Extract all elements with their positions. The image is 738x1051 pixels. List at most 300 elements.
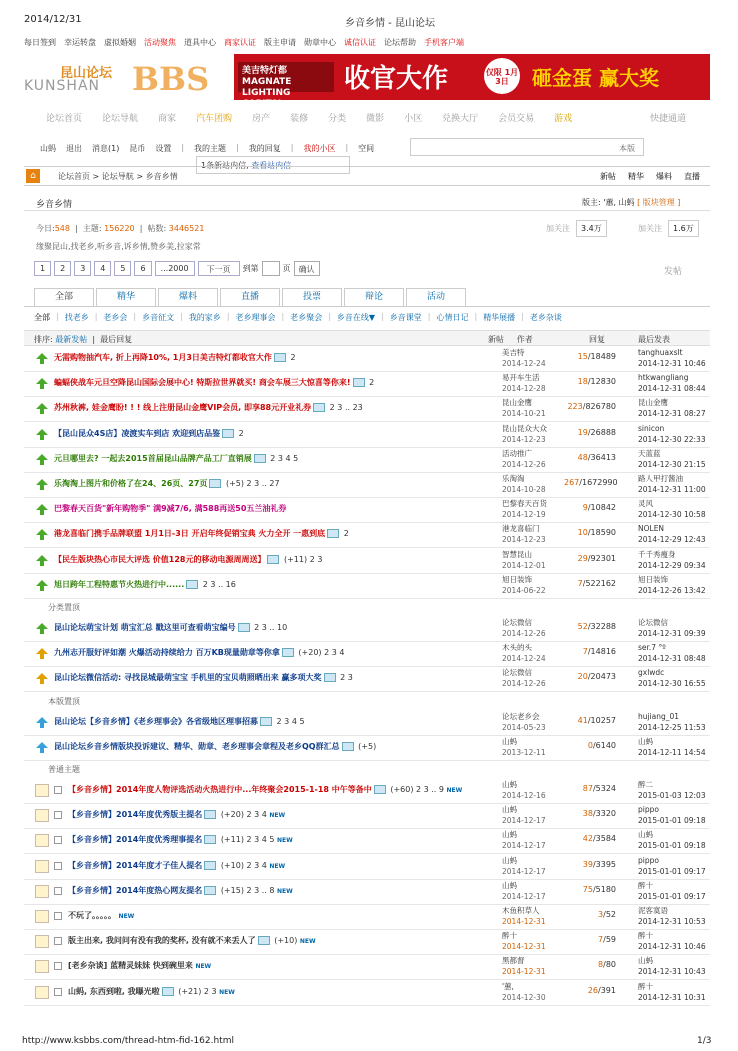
thread-row[interactable] xyxy=(24,803,710,829)
category-filter-item[interactable]: 老乡杂谈 xyxy=(529,313,562,322)
thread-pages[interactable]: (+5) xyxy=(358,741,377,751)
thread-title[interactable] xyxy=(68,935,316,946)
thread-author xyxy=(502,549,546,571)
replies: 9 xyxy=(582,503,588,513)
post-date: 2014-12-31 xyxy=(502,967,546,977)
replies: 20 xyxy=(577,672,588,682)
category-filter-item[interactable]: 乡音征文 xyxy=(142,313,175,322)
last-poster[interactable]: 千千秀瘦身 xyxy=(638,549,676,559)
author-name[interactable]: 论坛微信 xyxy=(502,668,532,678)
thread-pages[interactable]: 2 3 xyxy=(340,673,353,683)
topic-folder-icon xyxy=(35,809,49,822)
divider: | xyxy=(281,312,285,321)
thread-row[interactable] xyxy=(24,616,710,642)
sort-newest[interactable]: 最新发帖 xyxy=(55,335,88,344)
author-name[interactable]: 木头的头 xyxy=(502,643,532,653)
thread-title[interactable] xyxy=(68,834,293,845)
category-filter-item[interactable]: 乡音在线▼ xyxy=(336,313,376,322)
main-nav-item[interactable]: 小区 xyxy=(404,114,423,124)
replies: 75 xyxy=(582,884,593,894)
tab-new[interactable]: 新帖 xyxy=(600,171,616,181)
thread-title[interactable] xyxy=(68,784,462,795)
logo[interactable] xyxy=(24,60,224,100)
last-post-time: 2014-12-31 10:53 xyxy=(638,917,706,926)
thread-title-text[interactable]: 【民生版块热心市民大评选 价值128元的移动电源周周送】 xyxy=(54,554,266,564)
thread-row[interactable] xyxy=(24,828,710,854)
coin-link[interactable]: 昆币 xyxy=(129,144,146,153)
messages-link[interactable]: 消息(1) xyxy=(92,144,120,153)
top-nav-item[interactable]: 道具中心 xyxy=(184,38,216,47)
top-nav-item[interactable]: 版主申请 xyxy=(264,38,296,47)
last-poster[interactable]: 山蚂 xyxy=(638,736,653,746)
main-nav-item[interactable]: 汽车团购 xyxy=(196,114,233,124)
last-poster[interactable]: 泥客寞语 xyxy=(638,906,668,915)
thread-row[interactable] xyxy=(24,497,710,523)
thread-title-text[interactable]: 【乡音乡情】2014年度人物评选活动火热进行中...年终聚会2015-1-18 中午等备中 xyxy=(68,785,372,794)
thread-title-text[interactable]: 【昆山昆众4S店】凌渡实车到店 欢迎到店品鉴 xyxy=(54,428,221,438)
thread-title-text[interactable]: 昆山论坛萌宝计划 萌宝汇总 戳这里可查看萌宝编号 xyxy=(54,623,236,632)
thread-title[interactable] xyxy=(68,960,211,971)
last-post xyxy=(638,574,706,596)
my-replies-link[interactable]: 我的回复 xyxy=(248,144,281,153)
thread-row[interactable] xyxy=(24,396,710,422)
column-new: 新帖 xyxy=(488,335,504,344)
last-poster[interactable]: sinicon xyxy=(638,423,665,433)
author-name[interactable]: 醉十 xyxy=(502,931,517,941)
thread-author xyxy=(502,711,546,733)
tab-live[interactable]: 直播 xyxy=(684,171,700,181)
thread-author xyxy=(502,397,546,419)
thread-title[interactable] xyxy=(54,402,363,413)
reply-count: 52/32288 xyxy=(577,622,616,631)
thread-pages[interactable]: (+15) 2 3 .. 8 xyxy=(220,885,275,895)
thread-pages[interactable]: (+20) 2 3 4 xyxy=(298,648,345,658)
views: 36413 xyxy=(590,452,616,462)
top-nav-item[interactable]: 勋章中心 xyxy=(304,38,336,47)
last-poster[interactable]: 昆山金鹰 xyxy=(638,398,668,408)
tab-all[interactable]: 全部 xyxy=(34,288,94,306)
thread-pages[interactable]: (+10) xyxy=(274,936,298,946)
home-icon[interactable]: ⌂ xyxy=(26,169,40,183)
new-badge: NEW xyxy=(299,938,316,946)
thread-title-text[interactable]: 乐淘淘上图片和价格了在24、26页、27页 xyxy=(54,479,208,488)
thread-author xyxy=(502,642,546,664)
last-poster[interactable]: hujiang_01 xyxy=(638,711,680,721)
thread-title-text[interactable]: 【乡音乡情】2014年度优秀理事提名 xyxy=(68,835,203,845)
section-header: 本版置顶 xyxy=(48,696,80,706)
author-name[interactable]: 巴黎春天百货 xyxy=(502,499,547,509)
thread-pages[interactable]: (+21) 2 3 xyxy=(178,986,217,996)
reply-count: 267/1672990 xyxy=(564,478,618,487)
thread-title-text[interactable]: 昆山论坛微信活动: 寻找昆城最萌宝宝 手机里的宝贝萌照晒出来 赢多项大奖 xyxy=(54,673,322,683)
image-attachment-icon xyxy=(204,810,216,819)
page-link[interactable]: 3 xyxy=(74,261,91,276)
last-post xyxy=(638,397,706,419)
thread-checkbox[interactable] xyxy=(54,811,62,819)
thread-checkbox[interactable] xyxy=(54,962,62,970)
thread-title-text[interactable]: 昆山论坛乡音乡情版块投诉建议、精华、勋章、老乡理事会章程及老乡QQ群汇总 xyxy=(54,741,340,751)
tab-reveal[interactable]: 爆料 xyxy=(656,171,672,181)
tab-reveal[interactable]: 爆料 xyxy=(158,288,218,306)
last-post-time: 2014-12-31 10:46 xyxy=(638,359,706,368)
ad-banner[interactable] xyxy=(234,54,710,109)
author-name[interactable]: 山蚂 xyxy=(502,855,517,865)
thread-checkbox[interactable] xyxy=(54,786,62,794)
thread-title[interactable] xyxy=(54,478,280,489)
thread-title-text[interactable]: 版主出来, 我问问有没有我的奖杯, 没有就不来丢人了 xyxy=(68,936,256,946)
section-header: 分类置顶 xyxy=(48,603,80,612)
last-poster[interactable]: htkwangliang xyxy=(638,373,689,383)
goto-confirm-button[interactable]: 确认 xyxy=(294,261,320,276)
last-poster[interactable]: NOLEN xyxy=(638,524,665,534)
thread-pages[interactable]: (+11) 2 3 4 5 xyxy=(220,835,275,845)
thread-pages[interactable]: 2 3 .. 10 xyxy=(254,623,288,632)
reply-count: 39/3395 xyxy=(582,859,616,869)
thread-title[interactable] xyxy=(54,716,305,727)
last-post-time: 2014-12-31 10:31 xyxy=(638,992,706,1002)
last-poster[interactable]: 旭日装饰 xyxy=(638,574,668,584)
user-bar xyxy=(40,143,374,154)
author-name[interactable]: 港龙喜临门 xyxy=(502,524,540,534)
thread-pages[interactable]: 2 3 4 5 xyxy=(276,716,305,726)
thread-title-text[interactable]: 巴黎春天百货"新年购物季" 满9减7/6, 满588再送50五兰油礼券 xyxy=(54,504,287,514)
main-nav-item[interactable]: 微影 xyxy=(366,114,385,124)
thread-pages[interactable]: 2 xyxy=(238,428,244,438)
main-nav-item[interactable]: 兑换大厅 xyxy=(442,114,479,124)
tab-debate[interactable]: 辩论 xyxy=(344,288,404,306)
thread-title[interactable] xyxy=(54,428,244,439)
thread-row[interactable] xyxy=(24,371,710,397)
post-date: 2014-12-19 xyxy=(502,510,546,520)
tab-digest[interactable]: 精华 xyxy=(628,171,644,181)
author-name[interactable]: 山蚂 xyxy=(502,736,517,746)
logo-cn: 昆山论坛 xyxy=(60,66,113,81)
thread-title[interactable] xyxy=(54,453,298,464)
replies: 19 xyxy=(577,427,588,437)
views: 10257 xyxy=(590,715,616,725)
last-poster[interactable]: pippo xyxy=(638,805,659,815)
category-filter-item[interactable]: 老乡聚会 xyxy=(290,313,323,322)
category-filter-item[interactable]: 老乡理事会 xyxy=(235,313,276,322)
image-attachment-icon xyxy=(258,936,270,945)
logout-link[interactable]: 退出 xyxy=(66,144,82,153)
category-filter-item[interactable]: 精华展播 xyxy=(483,313,516,322)
divider: | xyxy=(180,312,183,321)
thread-title[interactable] xyxy=(54,352,296,363)
last-poster[interactable]: 醉十 xyxy=(638,880,653,890)
last-poster[interactable]: 论坛微信 xyxy=(638,618,668,627)
page-number-input[interactable] xyxy=(262,261,280,276)
thread-pages[interactable]: (+20) 2 3 4 xyxy=(220,810,267,820)
category-filter-item[interactable]: 全部 xyxy=(34,313,50,322)
thread-row[interactable] xyxy=(24,904,710,930)
thread-title-text[interactable]: 【乡音乡情】2014年度热心网友提名 xyxy=(68,885,203,895)
posts-count: 3446521 xyxy=(168,224,205,233)
thread-pages[interactable]: 2 xyxy=(343,529,349,539)
thread-title[interactable] xyxy=(68,986,235,997)
thread-row[interactable] xyxy=(24,666,710,692)
search-input[interactable] xyxy=(410,138,644,156)
last-post xyxy=(638,448,706,470)
thread-pages[interactable]: 2 3 4 5 xyxy=(270,453,299,463)
thread-title-text[interactable]: 【乡音乡情】2014年度才子佳人提名 xyxy=(68,860,203,870)
last-post-time: 2014-12-31 08:48 xyxy=(638,654,706,664)
author-name[interactable]: 山蚂 xyxy=(502,780,517,789)
follow-count: 3.4万 xyxy=(576,220,607,237)
thread-checkbox[interactable] xyxy=(54,912,62,920)
thread-author xyxy=(502,523,546,545)
thread-row[interactable] xyxy=(24,854,710,880)
thread-row[interactable] xyxy=(24,735,710,761)
top-nav-item[interactable]: 手机客户端 xyxy=(424,38,464,47)
tab-activity[interactable]: 活动 xyxy=(406,288,466,306)
page-link[interactable]: 5 xyxy=(114,261,131,276)
post-date: 2014-05-23 xyxy=(502,722,546,732)
thread-pages[interactable]: (+5) 2 3 .. 27 xyxy=(225,479,280,488)
thread-title-text[interactable]: 昆山论坛【乡音乡情】《老乡理事会》各省级地区理事招募 xyxy=(54,716,258,726)
new-badge: NEW xyxy=(446,787,463,794)
top-nav-item[interactable]: 诚信认证 xyxy=(344,38,376,47)
last-post-time: 2015-01-03 12:03 xyxy=(638,791,706,800)
author-name[interactable]: 昆山昆众大众 xyxy=(502,423,547,433)
my-community-link[interactable]: 我的小区 xyxy=(303,144,336,153)
last-poster[interactable]: 天蓝蓝 xyxy=(638,448,661,458)
thread-title-text[interactable]: 元旦哪里去? 一起去2015首届昆山品牌产品工厂直销展 xyxy=(54,453,252,463)
last-post xyxy=(638,498,706,520)
thread-title[interactable] xyxy=(54,672,353,683)
category-filter-item[interactable]: 心情日记 xyxy=(436,313,469,322)
tab-vote[interactable]: 投票 xyxy=(282,288,342,306)
page-link[interactable]: 2 xyxy=(54,261,71,276)
thread-title-text[interactable]: [老乡杂谈] 蓝精灵妹妹 快到碗里来 xyxy=(68,961,193,971)
last-poster[interactable]: 醉十 xyxy=(638,931,653,941)
logo-en: KUNSHAN xyxy=(24,78,100,94)
main-nav-item[interactable]: 会员交易 xyxy=(498,114,535,124)
reply-count: 87/5324 xyxy=(582,784,616,793)
topic-folder-icon xyxy=(35,910,49,923)
author-name[interactable]: 美吉特 xyxy=(502,348,525,357)
thread-title[interactable] xyxy=(54,503,286,514)
thread-row[interactable] xyxy=(24,929,710,955)
last-poster[interactable]: 山蚂 xyxy=(638,956,653,966)
breadcrumb[interactable]: 论坛首页 > 论坛导航 > 乡音乡情 xyxy=(58,171,178,181)
main-nav-item[interactable]: 论坛首页 xyxy=(46,114,83,124)
view-messages-link[interactable]: 查看站内信 xyxy=(251,161,292,170)
thread-title-text[interactable]: 山蚂, 东西到啦, 我曝光啦 xyxy=(68,986,160,996)
settings-link[interactable]: 设置 xyxy=(155,144,172,153)
thread-author xyxy=(502,804,546,826)
views: 3395 xyxy=(595,859,616,869)
thread-row[interactable] xyxy=(24,879,710,905)
replies: 7 xyxy=(598,935,604,945)
quick-access-link[interactable]: 快捷通道 xyxy=(650,114,687,124)
thread-row[interactable] xyxy=(24,548,710,574)
thread-title[interactable] xyxy=(54,377,374,388)
thread-checkbox[interactable] xyxy=(54,887,62,895)
follow-button[interactable]: 加关注 xyxy=(638,224,662,233)
moderators-label: 版主: xyxy=(582,198,601,207)
last-poster[interactable]: 醉二 xyxy=(638,780,653,789)
thread-pages[interactable]: 2 xyxy=(369,378,375,388)
thread-title-text[interactable]: 无需购物抽汽车, 折上再降10%, 1月3日美吉特灯都收官大作 xyxy=(54,353,272,362)
thread-title[interactable] xyxy=(54,741,376,752)
replies: 0 xyxy=(587,740,593,750)
thread-title-text[interactable]: 蝙蝠侠战车元旦空降昆山国际会展中心! 特斯拉世界就买! 商会车展三大惊喜等你来! xyxy=(54,378,351,388)
thread-title-text[interactable]: 不玩了。。。。。 xyxy=(68,911,116,920)
thread-pages[interactable]: 2 3 .. 23 xyxy=(329,403,363,413)
top-nav-item[interactable]: 幸运转盘 xyxy=(64,38,96,47)
tab-digest[interactable]: 精华 xyxy=(96,288,156,306)
next-page-button[interactable]: 下一页 xyxy=(198,261,240,276)
board-admin-link[interactable]: [ 版块管理 ] xyxy=(637,198,681,207)
views: 14816 xyxy=(590,647,616,657)
thread-title[interactable] xyxy=(68,860,285,871)
author-name[interactable]: 山蚂 xyxy=(502,805,517,815)
views: 52 xyxy=(605,910,616,919)
top-nav-item[interactable]: 活动聚焦 xyxy=(144,38,176,47)
page-link[interactable]: 6 xyxy=(134,261,151,276)
thread-pages[interactable]: (+11) 2 3 xyxy=(284,554,323,564)
thread-row[interactable] xyxy=(24,778,710,804)
topics-count: 156220 xyxy=(104,224,135,233)
author-name[interactable]: 木鱼积草人 xyxy=(502,906,540,915)
author-name[interactable]: 论坛老乡会 xyxy=(502,711,540,721)
print-url: http://www.ksbbs.com/thread-htm-fid-162.html xyxy=(22,1036,234,1046)
thread-row[interactable] xyxy=(24,641,710,667)
user-name-link[interactable]: 山蚂 xyxy=(40,144,56,153)
thread-row[interactable] xyxy=(24,447,710,473)
moderator-names[interactable]: '蕙, 山蚂 xyxy=(603,198,635,207)
pinned-arrow-icon xyxy=(35,377,49,390)
category-filter-item[interactable]: 乡音课堂 xyxy=(389,313,422,322)
main-nav-item[interactable]: 分类 xyxy=(328,114,347,124)
thread-title-text[interactable]: 港龙喜临门携手品牌联盟 1月1日-3日 开启年终促销宝典 火力全开 一惠到底 xyxy=(54,529,326,539)
last-post-time: 2014-12-29 09:34 xyxy=(638,560,706,570)
sort-latest-reply[interactable]: 最后回复 xyxy=(100,335,133,344)
thread-title[interactable] xyxy=(54,554,322,565)
thread-title-text[interactable]: 九州志开服好评如潮 火爆活动持续给力 百万KB现量勋章等你拿 xyxy=(54,648,280,658)
thread-title[interactable] xyxy=(68,885,293,896)
page-link[interactable]: 1 xyxy=(34,261,51,276)
thread-pages[interactable]: (+10) 2 3 4 xyxy=(220,860,267,870)
last-poster[interactable]: 路人甲打酱油 xyxy=(638,474,683,483)
image-attachment-icon xyxy=(204,835,216,844)
thread-row[interactable] xyxy=(24,346,710,372)
author-name[interactable]: 易开车生活 xyxy=(502,373,540,383)
thread-pages[interactable]: 2 3 .. 16 xyxy=(202,579,236,589)
thread-row[interactable] xyxy=(24,472,710,498)
thread-row[interactable] xyxy=(24,980,710,1006)
image-attachment-icon xyxy=(222,429,234,438)
page-link[interactable]: 4 xyxy=(94,261,111,276)
last-post xyxy=(638,855,706,877)
reply-count: 18/12830 xyxy=(577,377,616,387)
author-name[interactable]: 乐淘淘 xyxy=(502,474,525,483)
today-label: 今日: xyxy=(36,224,55,233)
thread-title-text[interactable]: 旭日跨年工程特惠节火热进行中...... xyxy=(54,579,185,589)
reply-count: 8/80 xyxy=(598,960,616,970)
top-nav-item[interactable]: 虚拟婚姻 xyxy=(104,38,136,47)
top-nav-item[interactable]: 论坛帮助 xyxy=(384,38,416,47)
thread-row[interactable] xyxy=(24,573,710,599)
thread-pages[interactable]: (+60) 2 3 .. 9 xyxy=(390,785,444,794)
thread-title[interactable] xyxy=(68,809,285,820)
main-nav-item[interactable]: 装修 xyxy=(290,114,309,124)
top-nav-item[interactable]: 商家认证 xyxy=(224,38,256,47)
last-poster[interactable]: 灵风 xyxy=(638,499,653,509)
main-nav-item[interactable]: 房产 xyxy=(252,114,271,124)
last-poster[interactable]: 醉十 xyxy=(638,981,653,991)
divider: | xyxy=(226,312,230,321)
last-poster[interactable]: gxlwdc xyxy=(638,668,665,678)
divider: | xyxy=(427,312,431,321)
thread-checkbox[interactable] xyxy=(54,988,62,996)
author-name[interactable]: 山蚂 xyxy=(502,830,517,840)
author-name[interactable]: 山蚂 xyxy=(502,880,517,890)
reply-count: 41/10257 xyxy=(577,715,616,725)
thread-pages[interactable]: 2 xyxy=(290,353,296,362)
last-poster[interactable]: tanghuaxslt xyxy=(638,348,683,357)
thread-title-text[interactable]: 苏州秋裤, 娃金鹰盼! ! ! 线上注册昆山金鹰VIP会员, 即享88元开业礼券 xyxy=(54,403,312,413)
last-post-time: 2014-12-31 09:39 xyxy=(638,629,706,638)
last-post xyxy=(638,981,706,1003)
space-link[interactable]: 空间 xyxy=(358,144,375,153)
thread-checkbox[interactable] xyxy=(54,862,62,870)
category-filter-item[interactable]: 我的家乡 xyxy=(188,313,221,322)
author-name[interactable]: 旭日装饰 xyxy=(502,574,532,584)
page-link[interactable]: ...2000 xyxy=(155,261,195,276)
author-name[interactable]: 智慧昆山 xyxy=(502,549,532,559)
last-poster[interactable]: ser.7 °º xyxy=(638,643,666,653)
thread-row[interactable] xyxy=(24,422,710,448)
pinned-arrow-icon xyxy=(35,741,49,754)
topic-folder-icon xyxy=(35,834,49,847)
breadcrumb-bar xyxy=(24,166,710,186)
thread-row[interactable] xyxy=(24,522,710,548)
thread-title[interactable] xyxy=(54,647,344,658)
replies: 48 xyxy=(577,452,588,462)
main-nav-item[interactable]: 商家 xyxy=(158,114,177,124)
author-name[interactable]: 活动推广 xyxy=(502,448,532,458)
tab-live[interactable]: 直播 xyxy=(220,288,280,306)
thread-title[interactable] xyxy=(54,622,287,633)
top-nav-item[interactable]: 每日签到 xyxy=(24,38,56,47)
author-name[interactable]: 昆山金鹰 xyxy=(502,398,532,408)
thread-checkbox[interactable] xyxy=(54,937,62,945)
author-name[interactable]: '蕙, xyxy=(502,981,514,991)
my-topics-link[interactable]: 我的主题 xyxy=(194,144,227,153)
author-name[interactable]: 论坛微信 xyxy=(502,618,532,627)
thread-title[interactable] xyxy=(54,579,236,590)
main-nav-item[interactable]: 游戏 xyxy=(554,114,573,124)
thread-title[interactable] xyxy=(54,528,349,539)
thread-checkbox[interactable] xyxy=(54,836,62,844)
main-nav-item[interactable]: 论坛导航 xyxy=(102,114,139,124)
category-filter-item[interactable]: 老乡会 xyxy=(103,313,128,322)
follow-button[interactable]: 加关注 xyxy=(546,224,570,233)
last-poster[interactable]: 山蚂 xyxy=(638,830,653,840)
last-poster[interactable]: pippo xyxy=(638,855,659,865)
thread-row[interactable] xyxy=(24,954,710,980)
category-filter-item[interactable]: 找老乡 xyxy=(64,313,89,322)
top-nav xyxy=(24,37,464,48)
author-name[interactable]: 黑都督 xyxy=(502,956,525,966)
new-post-button[interactable]: 发帖 xyxy=(664,267,683,277)
thread-row[interactable] xyxy=(24,710,710,736)
thread-title[interactable] xyxy=(68,910,134,921)
thread-title-text[interactable]: 【乡音乡情】2014年度优秀版主提名 xyxy=(68,810,203,820)
search-scope[interactable]: 本版 xyxy=(619,144,635,153)
